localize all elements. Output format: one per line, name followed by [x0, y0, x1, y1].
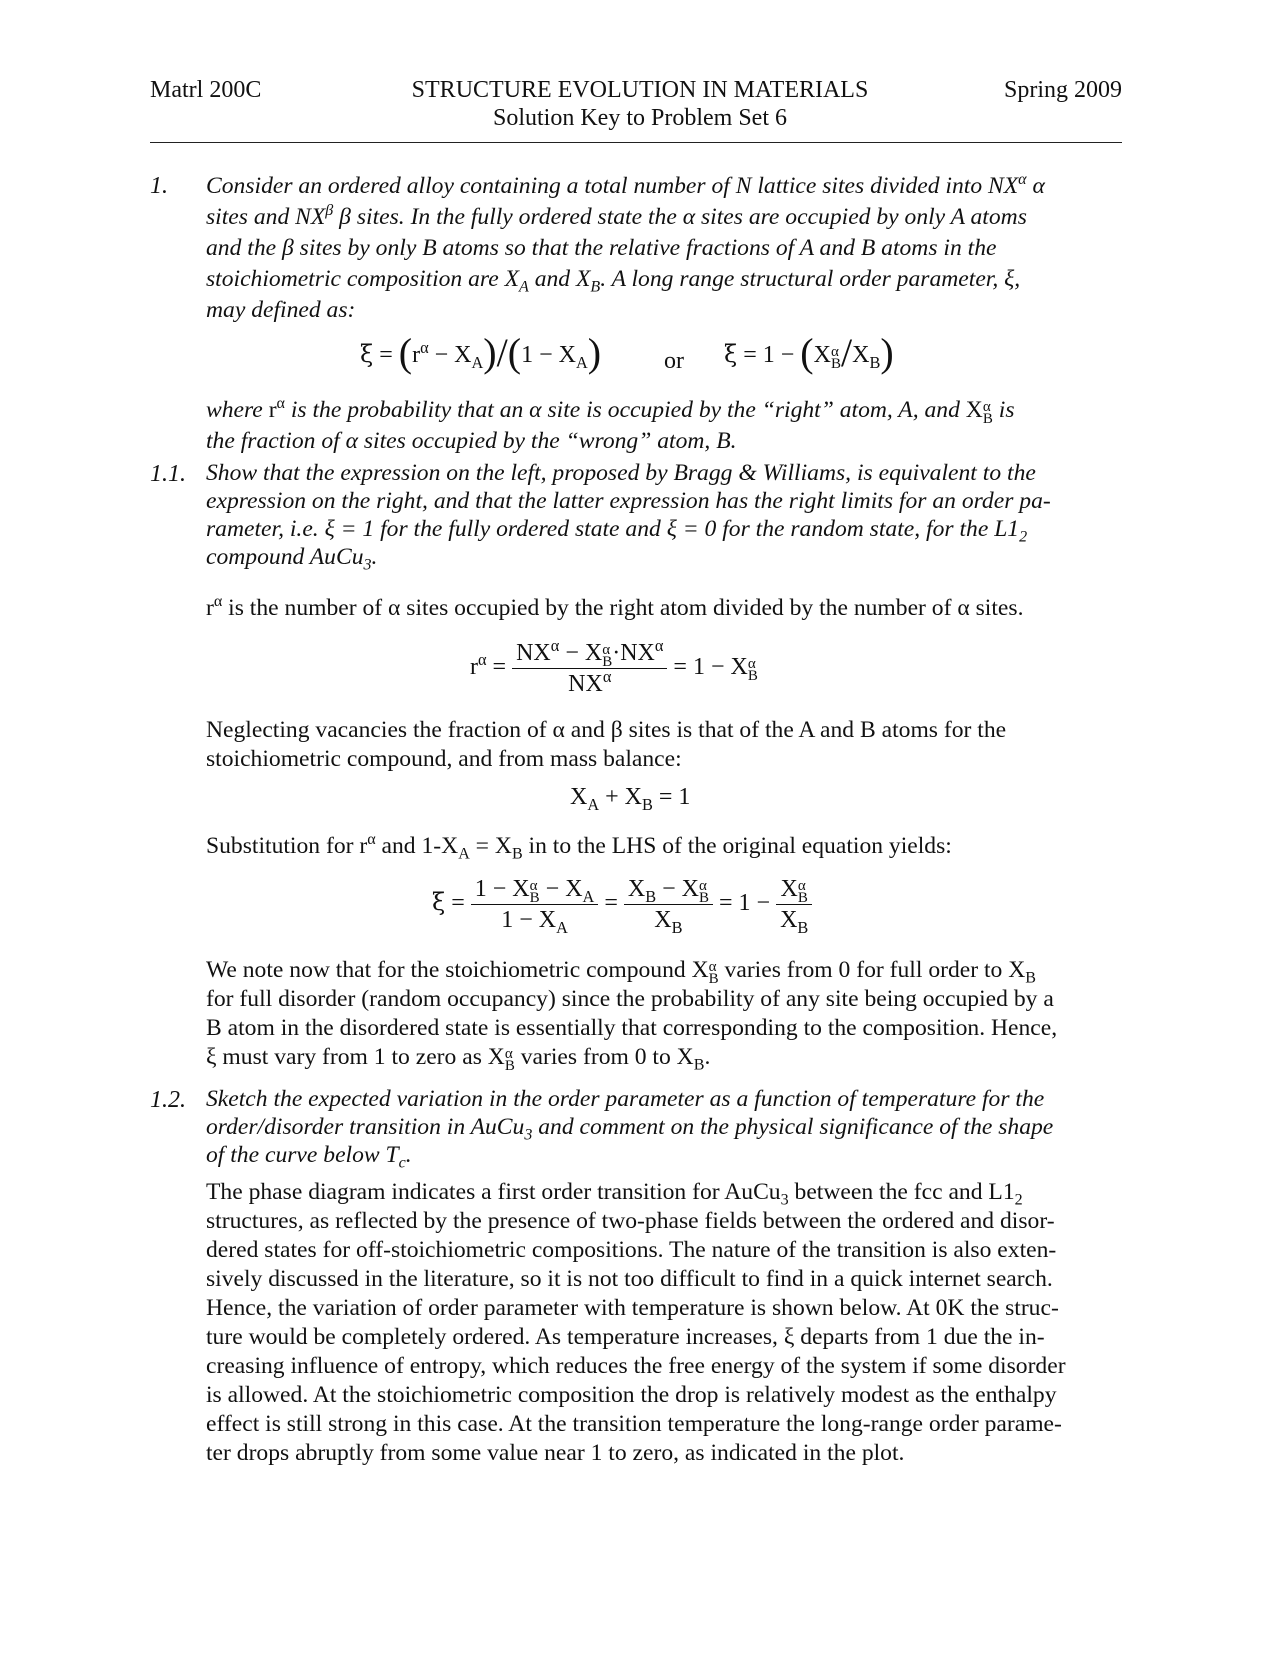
problem-statement: Consider an ordered alloy containing a total number of N lattice sites divided into $NX^\alpha$ α sites and $NX^\beta$ β sites. In the fully ordered state the α sites are occupied by only A atoms and the β sites by only B atoms so that the relative fractions of A and B atoms in the stoichiometric composition are $X_A$ and $X_B$. A long range structural order parameter, ξ, may defined as:	[206, 171, 1045, 323]
question-1-1: Show that the expression on the left, proposed by Bragg & Williams, is equivalent to the expression on the right, and that the latter expression has the right limits for an order pa- rameter, i.e. ξ = 1 for the fully ordered state and ξ = 0 for the random state, for the $L1_2$ compound AuCu$_3$.	[206, 460, 1051, 574]
xi-derivation-equation: ξ = 1 − X α B − $X_A$ $1 - X_A$ = $X_B - X$ α B $X_B$ = 1 − X α B $X_B$	[432, 874, 812, 935]
equation-or: or	[664, 348, 684, 374]
answer-paragraph-r-alpha: $r^\alpha$ is the number of α sites occupied by the right atom divided by the number of α sites.	[206, 593, 1024, 621]
header-divider	[150, 142, 1122, 143]
course-code: Matrl 200C	[150, 77, 262, 103]
mass-balance-equation: $X_A + X_B = 1$	[570, 784, 691, 814]
answer-paragraph-vacancies: Neglecting vacancies the fraction of α and β sites is that of the A and B atoms for the stoichiometric compound, and from mass balance:	[206, 717, 1007, 772]
answer-paragraph-limits: We note now that for the stoichiometric compound X α B varies from 0 for full order to $X_B$ for full disorder (random occupancy) since the probability of any site being occupied by a B atom in the disordered state is essentially that corresponding to the composition. Hence, ξ must vary from 1 to zero as X α B varies from 0 to $X_B$.	[206, 957, 1058, 1074]
document-title: STRUCTURE EVOLUTION IN MATERIALS	[411, 77, 869, 103]
document-subtitle: Solution Key to Problem Set 6	[493, 105, 787, 131]
variable-definitions: where $r^\alpha$ is the probability that an α site is occupied by the “right” atom, A, and X α B is the fraction of α sites occupied by the “wrong” atom, B.	[206, 395, 1015, 454]
order-parameter-equation-right: ξ = 1 − (X α B $/X_B$)	[724, 330, 894, 375]
answer-1-2-paragraph: The phase diagram indicates a first order transition for AuCu$_3$ between the fcc and $L1_2$ structures, as reflected by the presence of two-phase fields between the ordered and disor- dered states for off-stoichiometric compositions. The nature of the transition is also exten- sively discussed in the literature, so it is not too difficult to find in a quick internet search. Hence, the variation of order parameter with temperature is shown below. At 0K the struc- ture would be completely ordered. As temperature increases, ξ departs from 1 due the in- creasing influence of entropy, which reduces the free energy of the system if some disorder is allowed. At the stoichiometric composition the drop is relatively modest as the enthalpy effect is still strong in this case. At the transition temperature the long-range order parame- ter drops abruptly from some value near 1 to zero, as indicated in the plot.	[206, 1179, 1066, 1466]
question-1-2: Sketch the expected variation in the order parameter as a function of temperature for the order/disorder transition in AuCu$_3$ and comment on the physical significance of the shape of the curve below $T_c$.	[206, 1086, 1054, 1172]
answer-paragraph-substitution: Substitution for $r^\alpha$ and $1-X_A = X_B$ in to the LHS of the original equation yields:	[206, 831, 952, 863]
order-parameter-equation-left: $\xi = (r^\alpha - X_A)/(1 - X_A)$	[360, 330, 602, 375]
question-number: 1.2.	[150, 1087, 186, 1113]
term: Spring 2009	[1003, 77, 1122, 103]
question-number: 1.1.	[150, 461, 186, 487]
problem-number: 1.	[150, 173, 168, 199]
r-alpha-equation: $r^\alpha$ = $NX^\alpha - X$ α B $\cdot NX^\alpha$ $NX^\alpha$ = 1 − X α B	[470, 636, 758, 697]
